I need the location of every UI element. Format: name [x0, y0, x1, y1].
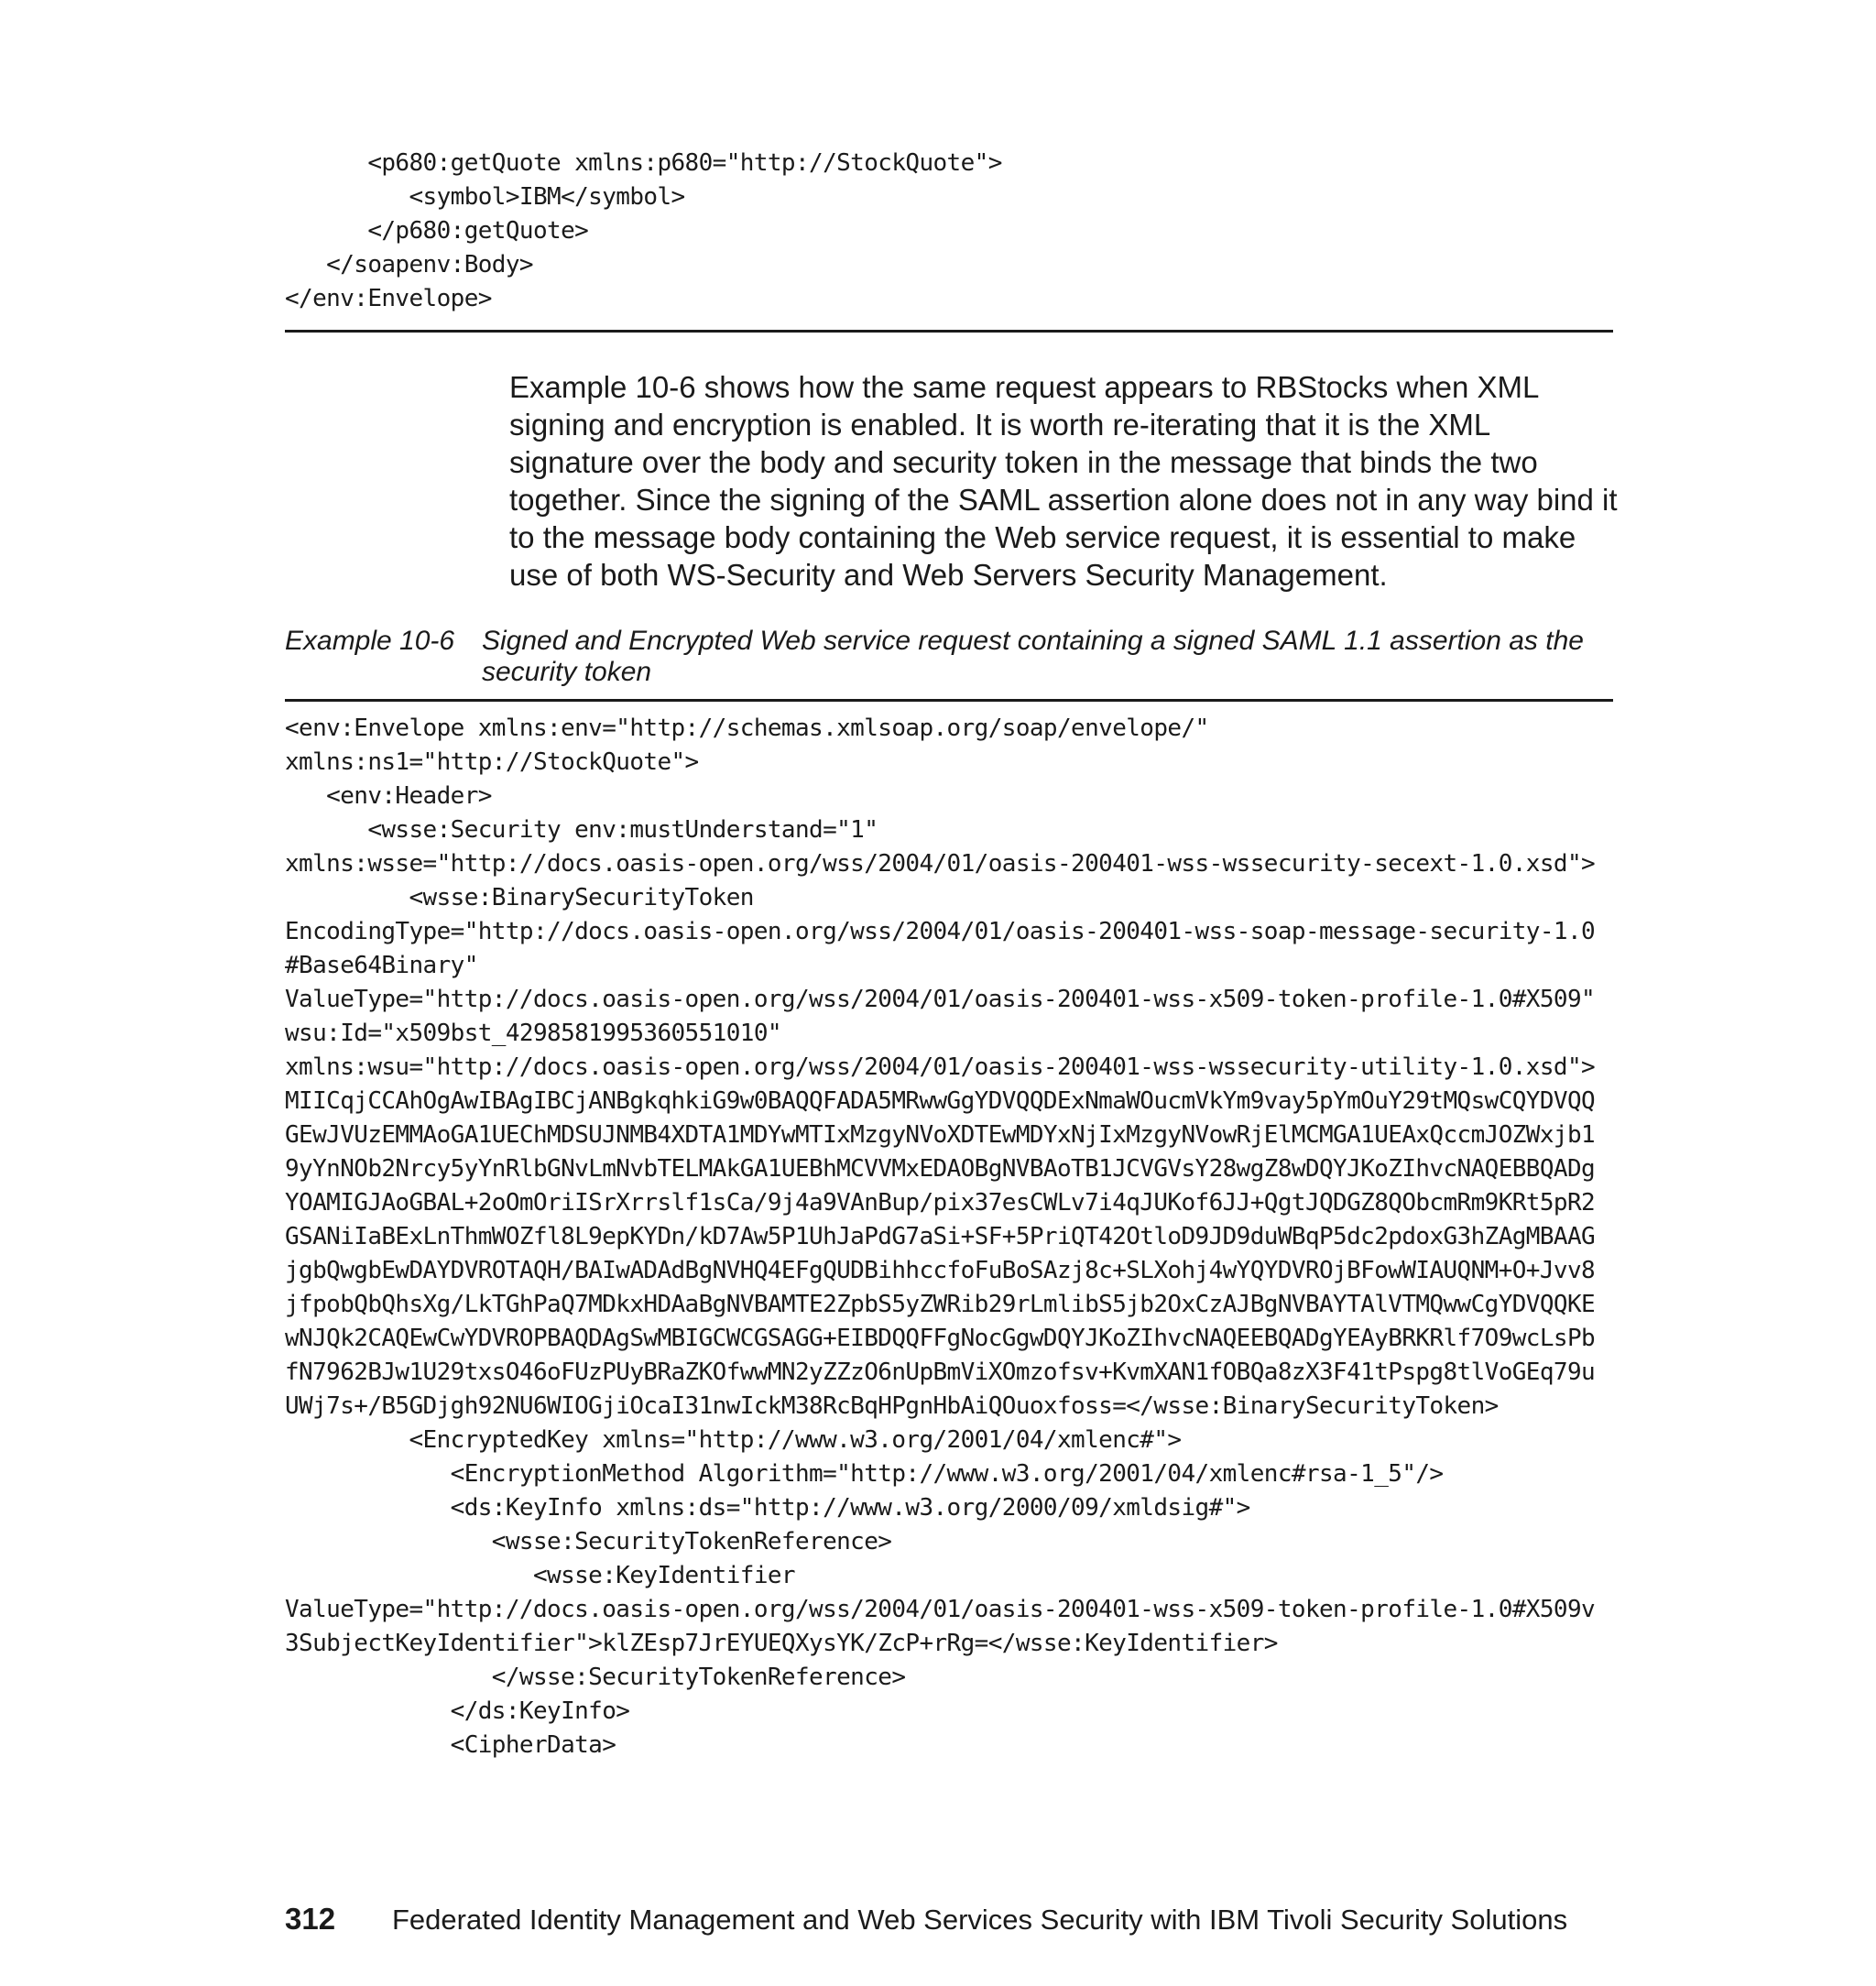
code-line: </ds:KeyInfo>: [285, 1697, 630, 1725]
example-label: Example 10-6: [285, 626, 455, 656]
code-line: wsu:Id="x509bst_4298581995360551010": [285, 1020, 781, 1047]
code-line: 9yYnNOb2Nrcy5yYnRlbGNvLmNvbTELMAkGA1UEBhMCVVMxEDAOBgNVBAoTB1JCVGVsY28wgZ8wDQYJKoZIhvcNAQEBBQADg: [285, 1155, 1596, 1183]
body-paragraph: Example 10-6 shows how the same request appears to RBStocks when XML signing and encryption is enabled. It is worth re-iterating that it is the XML signature over the body and security token in the message that binds the two together. Since the signing of the SAML assertion alone does not in any way bind it to the message body containing the Web service request, it is essential to make use of both WS-Security and Web Servers Security Management.: [509, 370, 1618, 592]
code-line: #Base64Binary": [285, 952, 478, 979]
code-line: GEwJVUzEMMAoGA1UEChMDSUJNMB4XDTA1MDYwMTIxMzgyNVoXDTEwMDYxNjIxMzgyNVowRjElMCMGA1UEAxQccmJOZWxjb1: [285, 1121, 1596, 1149]
code-line: ValueType="http://docs.oasis-open.org/wss/2004/01/oasis-200401-wss-x509-token-profile-1.0#X509": [285, 986, 1596, 1013]
code-line: jgbQwgbEwDAYDVROTAQH/BAIwADAdBgNVHQ4EFgQUDBihhccfoFuBoSAzj8c+SLXohj4wYQYDVROjBFowWIAUQNM+O+Jvv8: [285, 1257, 1596, 1284]
code-line: 3SubjectKeyIdentifier">klZEsp7JrEYUEQXysYK/ZcP+rRg=</wsse:KeyIdentifier>: [285, 1630, 1278, 1657]
code-line: </p680:getQuote>: [285, 217, 589, 245]
code-line: ValueType="http://docs.oasis-open.org/wss/2004/01/oasis-200401-wss-x509-token-profile-1.0#X509v: [285, 1596, 1596, 1623]
code-line: xmlns:wsu="http://docs.oasis-open.org/wss/2004/01/oasis-200401-wss-wssecurity-utility-1.0.xsd">: [285, 1053, 1596, 1081]
code-line: MIICqjCCAhOgAwIBAgIBCjANBgkqhkiG9w0BAQQFADA5MRwwGgYDVQQDExNmaWOucmVkYm9vay5pYmOuY29tMQswCQYDVQQ: [285, 1087, 1596, 1115]
example-title: Signed and Encrypted Web service request containing a signed SAML 1.1 assertion as the security token: [482, 626, 1584, 687]
code-line: wNJQk2CAQEwCwYDVROPBAQDAgSwMBIGCWCGSAGG+EIBDQQFFgNocGgwDQYJKoZIhvcNAQEEBQADgYEAyBRKRlf7O9wcLsPb: [285, 1325, 1596, 1352]
code-line: EncodingType="http://docs.oasis-open.org/wss/2004/01/oasis-200401-wss-soap-message-security-1.0: [285, 918, 1596, 945]
code-line: <ds:KeyInfo xmlns:ds="http://www.w3.org/2000/09/xmldsig#">: [285, 1494, 1250, 1522]
code-line: <env:Envelope xmlns:env="http://schemas.xmlsoap.org/soap/envelope/": [285, 715, 1209, 742]
code-listing-example-10-6: [285, 712, 1613, 1762]
code-line: </soapenv:Body>: [285, 251, 533, 278]
code-line: xmlns:wsse="http://docs.oasis-open.org/wss/2004/01/oasis-200401-wss-wssecurity-secext-1.0.xsd">: [285, 850, 1596, 878]
code-listing-continued: [285, 147, 1613, 316]
code-line: <wsse:KeyIdentifier: [285, 1562, 795, 1589]
horizontal-rule: [285, 699, 1613, 702]
horizontal-rule: [285, 330, 1613, 333]
code-line: UWj7s+/B5GDjgh92NU6WIOGjiOcaI31nwIckM38RcBqHPgnHbAiQOuoxfoss=</wsse:BinarySecurityToken>: [285, 1392, 1499, 1420]
code-line: <p680:getQuote xmlns:p680="http://StockQuote">: [285, 149, 1002, 177]
code-line: <symbol>IBM</symbol>: [285, 183, 685, 211]
code-line: <EncryptedKey xmlns="http://www.w3.org/2001/04/xmlenc#">: [285, 1426, 1182, 1454]
page-footer: [285, 1901, 1567, 1938]
code-line: xmlns:ns1="http://StockQuote">: [285, 748, 699, 776]
code-line: <EncryptionMethod Algorithm="http://www.w3.org/2001/04/xmlenc#rsa-1_5"/>: [285, 1460, 1444, 1488]
code-line: <CipherData>: [285, 1731, 616, 1759]
code-line: <env:Header>: [285, 782, 492, 810]
book-title: Federated Identity Management and Web Services Security with IBM Tivoli Security Solutions: [392, 1904, 1568, 1936]
code-line: </wsse:SecurityTokenReference>: [285, 1664, 906, 1691]
code-line: GSANiIaBExLnThmWOZfl8L9epKYDn/kD7Aw5P1UhJaPdG7aSi+SF+5PriQT42OtloD9JD9duWBqP5dc2pdoxG3hZAgMBAAG: [285, 1223, 1596, 1250]
code-line: jfpobQbQhsXg/LkTGhPaQ7MDkxHDAaBgNVBAMTE2ZpbS5yZWRib29rLmlibS5jb2OxCzAJBgNVBAYTAlVTMQwwCgYDVQQKE: [285, 1291, 1596, 1318]
code-line: </env:Envelope>: [285, 285, 492, 312]
page-number: 312: [285, 1902, 336, 1936]
code-line: fN7962BJw1U29txsO46oFUzPUyBRaZKOfwwMN2yZZzO6nUpBmViXOmzofsv+KvmXAN1fOBQa8zX3F41tPspg8tlVoGEq79u: [285, 1359, 1596, 1386]
code-line: YOAMIGJAoGBAL+2oOmOriISrXrrslf1sCa/9j4a9VAnBup/pix37esCWLv7i4qJUKof6JJ+QgtJQDGZ8QObcmRm9KRt5pR2: [285, 1189, 1596, 1217]
code-line: <wsse:SecurityTokenReference>: [285, 1528, 892, 1555]
code-line: <wsse:Security env:mustUnderstand="1": [285, 816, 878, 844]
code-line: <wsse:BinarySecurityToken: [285, 884, 754, 911]
